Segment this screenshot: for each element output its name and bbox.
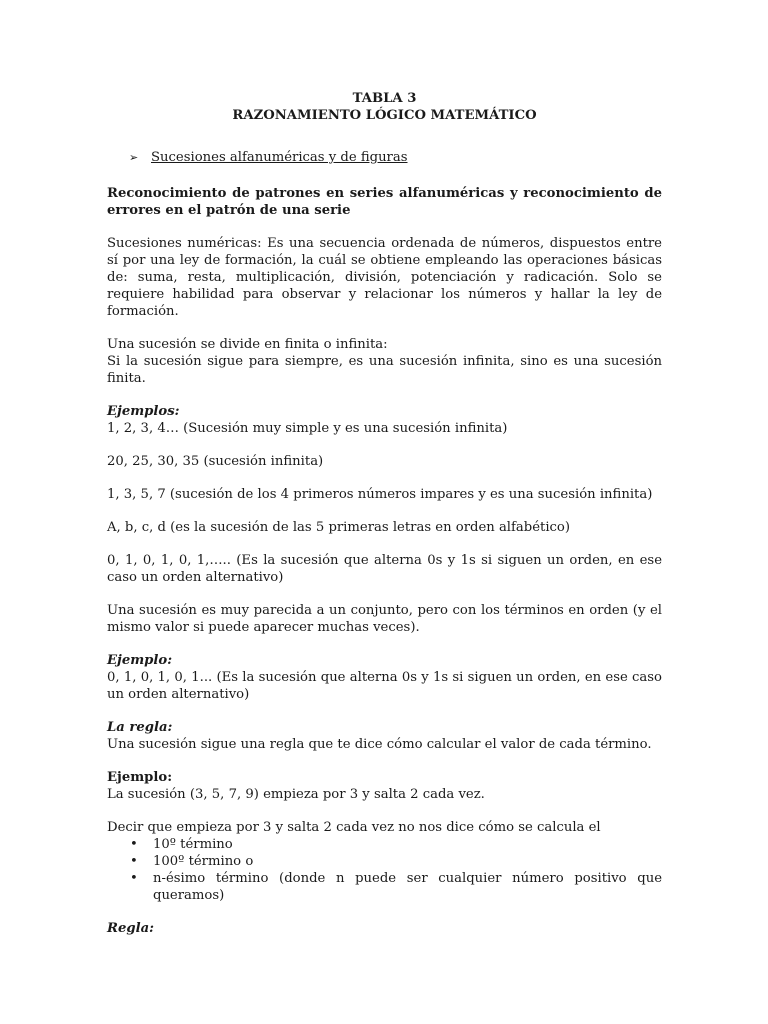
- document-body: [107, 90, 662, 937]
- paragraph-decir: Decir que empieza por 3 y salta 2 cada vez no nos dice cómo se calcula el: [107, 820, 601, 835]
- list-item: • 10º término: [130, 837, 233, 852]
- section-title: RAZONAMIENTO LÓGICO MATEMÁTICO: [232, 108, 537, 123]
- example-1: 1, 2, 3, 4… (Sucesión muy simple y es una sucesión infinita): [107, 421, 508, 436]
- table-title: TABLA 3: [352, 91, 417, 106]
- arrow-bullet-icon: ➢: [129, 151, 139, 164]
- paragraph-sucesiones-numericas: Sucesiones numéricas: Es una secuencia ordenada de números, dispuestos entre sí por una ley de formación, la cuál se obtiene empleando las operaciones básicas de: suma, resta, multiplicación, división, potenciación y radicación. Solo se requiere habilidad para observar y relacionar los números y hallar la ley de formación.: [107, 236, 662, 319]
- paragraph-finita-infinita-line2: Si la sucesión sigue para siempre, es una sucesión infinita, sino es una sucesión finita.: [107, 354, 662, 386]
- list-item: • n-ésimo término (donde n puede ser cualquier número positivo que queramos): [130, 871, 662, 903]
- paragraph-finita-infinita-line1: Una sucesión se divide en finita o infinita:: [107, 337, 388, 352]
- example-3: 1, 3, 5, 7 (sucesión de los 4 primeros números impares y es una sucesión infinita): [107, 487, 653, 502]
- bullet-heading-row: [107, 149, 662, 166]
- ejemplo-label: Ejemplo:: [107, 653, 173, 668]
- ejemplos-label: Ejemplos:: [107, 404, 180, 419]
- bullet-dot-icon: •: [130, 837, 138, 852]
- bullet-dot-icon: •: [130, 871, 138, 886]
- bullet-dot-icon: •: [130, 854, 138, 869]
- bullet-heading: Sucesiones alfanuméricas y de figuras: [151, 150, 408, 165]
- section-heading: Reconocimiento de patrones en series alfanuméricas y reconocimiento de errores en el patrón de una serie: [107, 186, 662, 218]
- example-2: 20, 25, 30, 35 (sucesión infinita): [107, 454, 324, 469]
- paragraph-conjunto: Una sucesión es muy parecida a un conjunto, pero con los términos en orden (y el mismo valor si puede aparecer muchas veces).: [107, 603, 662, 635]
- example-6: 0, 1, 0, 1, 0, 1... (Es la sucesión que alterna 0s y 1s si siguen un orden, en ese caso un orden alternativo): [107, 670, 662, 702]
- regla-text: Una sucesión sigue una regla que te dice cómo calcular el valor de cada término.: [107, 737, 652, 752]
- regla2-label: Regla:: [107, 921, 154, 936]
- example-5: 0, 1, 0, 1, 0, 1,….. (Es la sucesión que alterna 0s y 1s si siguen un orden, en ese caso un orden alternativo): [107, 553, 662, 585]
- termino-list: [107, 836, 662, 904]
- ejemplo2-label: Ejemplo:: [107, 770, 173, 785]
- list-item: • 100º término o: [130, 854, 254, 869]
- regla-label: La regla:: [107, 720, 173, 735]
- example-4: A, b, c, d (es la sucesión de las 5 primeras letras en orden alfabético): [107, 520, 571, 535]
- ejemplo2-text: La sucesión (3, 5, 7, 9) empieza por 3 y salta 2 cada vez.: [107, 787, 485, 802]
